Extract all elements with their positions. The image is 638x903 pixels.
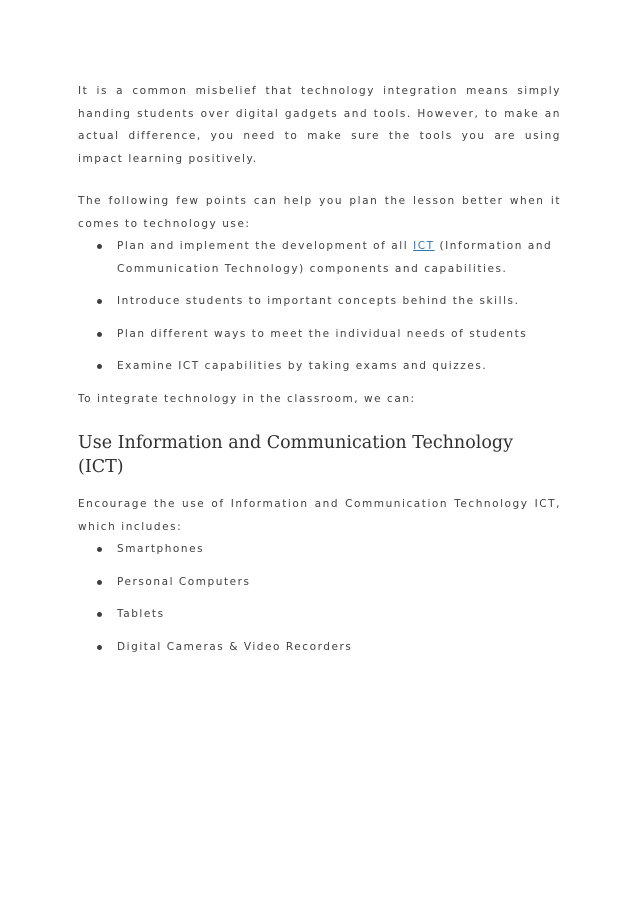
integrate-intro-paragraph: To integrate technology in the classroom, we can:: [78, 392, 416, 405]
list-item-text: Tablets: [117, 608, 165, 620]
planning-points-list: [78, 235, 561, 378]
list-item: [78, 571, 561, 594]
list-item-text: (Information and Communication Technology) components and capabilities.: [117, 240, 553, 275]
list-item-text: Smartphones: [117, 543, 205, 555]
points-intro-paragraph: The following few points can help you plan the lesson better when it comes to technology use:: [78, 195, 561, 230]
list-item: [78, 235, 561, 280]
list-item: [78, 636, 561, 659]
bullet-icon: [97, 645, 102, 650]
list-item-text: Introduce students to important concepts behind the skills.: [117, 295, 520, 307]
bullet-icon: [97, 244, 102, 249]
list-item-text: Plan and implement the development of all: [117, 240, 414, 252]
intro-paragraph: It is a common misbelief that technology integration means simply handing students over digital gadgets and tools. However, to make an actual difference, you need to make sure the tools you are using impact learning positively.: [78, 85, 561, 165]
list-item-text: Plan different ways to meet the individual needs of students: [117, 327, 528, 340]
encourage-paragraph: Encourage the use of Information and Communication Technology ICT, which includes:: [78, 498, 561, 533]
section-heading: Use Information and Communication Technology (ICT): [78, 433, 513, 477]
bullet-icon: [97, 612, 102, 617]
ict-link[interactable]: ICT: [413, 240, 435, 252]
list-item-text: Personal Computers: [117, 575, 251, 588]
list-item: [78, 323, 561, 346]
bullet-icon: [97, 547, 102, 552]
list-item-text: Digital Cameras & Video Recorders: [117, 640, 353, 653]
ict-devices-list: [78, 538, 561, 658]
list-item: [78, 538, 561, 561]
list-item: [78, 355, 561, 378]
list-item-text: Examine ICT capabilities by taking exams and quizzes.: [117, 360, 488, 372]
bullet-icon: [97, 299, 102, 304]
list-item: [78, 603, 561, 626]
bullet-icon: [97, 332, 102, 337]
document-page: [78, 80, 561, 668]
list-item: [78, 290, 561, 313]
bullet-icon: [97, 364, 102, 369]
bullet-icon: [97, 580, 102, 585]
